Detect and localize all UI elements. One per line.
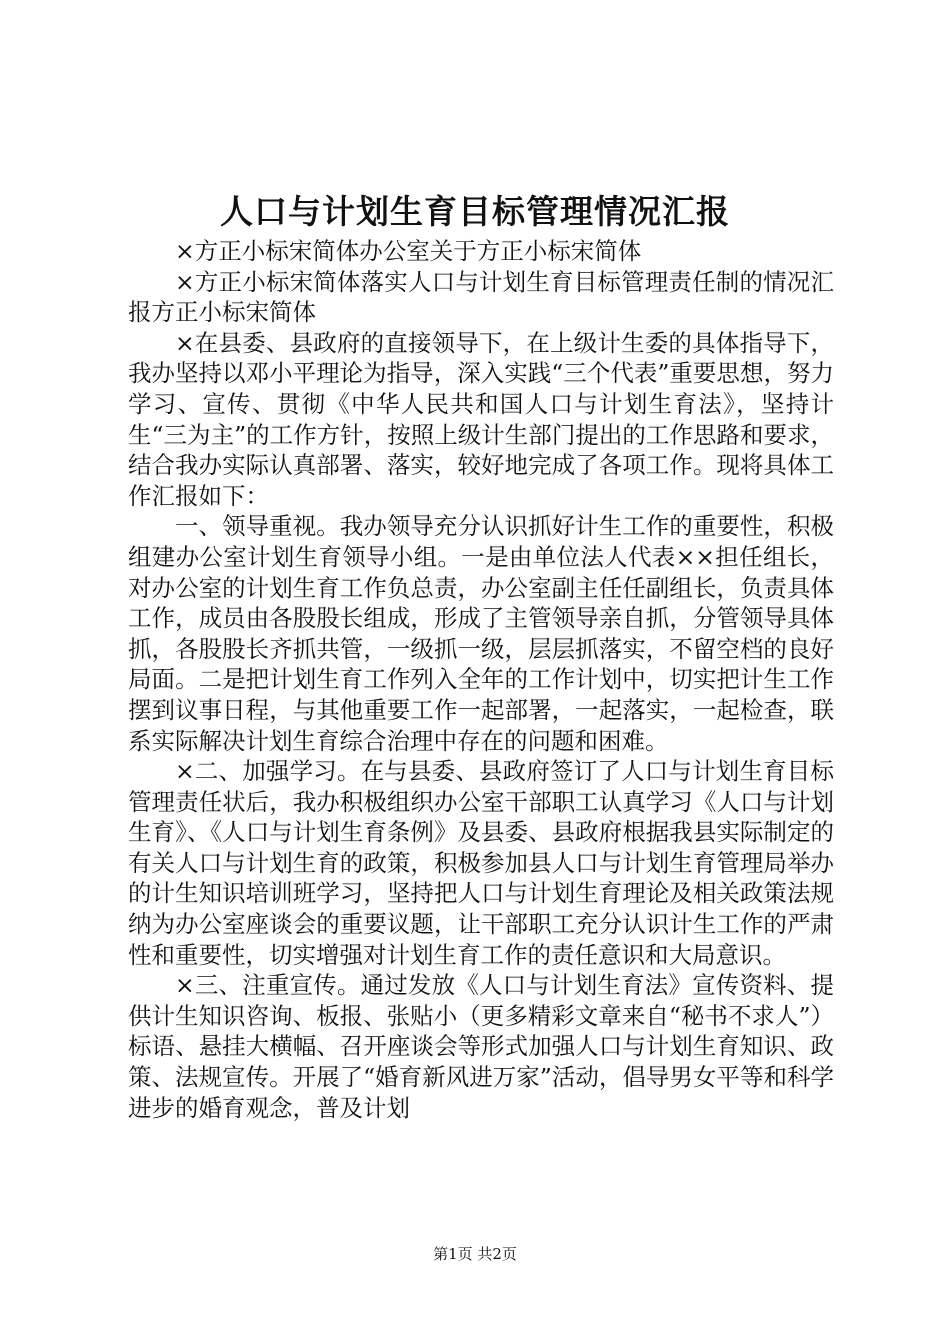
- paragraph-2: ×方正小标宋简体落实人口与计划生育目标管理责任制的情况汇报方正小标宋简体: [128, 267, 834, 327]
- paragraph-5: ×二、加强学习。在与县委、县政府签订了人口与计划生育目标管理责任状后，我办积极组织办公室干部职工认真学习《人口与计划生育》、《人口与计划生育条例》及县委、县政府根据我县实际制定的有关人口与计划生育的政策，积极参加县人口与计划生育管理局举办的计生知识培训班学习，坚持把人口与计划生育理论及相关政策法规纳为办公室座谈会的重要议题，让干部职工充分认识计生工作的严肃性和重要性，切实增强对计划生育工作的责任意识和大局意识。: [128, 757, 834, 969]
- document-title: 人口与计划生育目标管理情况汇报: [220, 192, 730, 231]
- page-number-footer: 第1页 共2页: [433, 1245, 517, 1263]
- paragraph-4: 一、领导重视。我办领导充分认识抓好计生工作的重要性，积极组建办公室计划生育领导小组。一是由单位法人代表××担任组长，对办公室的计划生育工作负总责，办公室副主任任副组长，负责具体工作，成员由各股股长组成，形成了主管领导亲自抓，分管领导具体抓，各股股长齐抓共管，一级抓一级，层层抓落实，不留空档的良好局面。二是把计划生育工作列入全年的工作计划中，切实把计生工作摆到议事日程，与其他重要工作一起部署，一起落实，一起检查，联系实际解决计划生育综合治理中存在的问题和困难。: [128, 512, 834, 755]
- paragraph-3: ×在县委、县政府的直接领导下，在上级计生委的具体指导下，我办坚持以邓小平理论为指导，深入实践“三个代表”重要思想，努力学习、宣传、贯彻《中华人民共和国人口与计划生育法》，坚持计生“三为主”的工作方针，按照上级计生部门提出的工作思路和要求，结合我办实际认真部署、落实，较好地完成了各项工作。现将具体工作汇报如下：: [128, 328, 834, 510]
- paragraph-6: ×三、注重宣传。通过发放《人口与计划生育法》宣传资料、提供计生知识咨询、板报、张贴小（更多精彩文章来自“秘书不求人”）标语、悬挂大横幅、召开座谈会等形式加强人口与计划生育知识、政策、法规宣传。开展了“婚育新风进万家”活动，倡导男女平等和科学进步的婚育观念，普及计划: [128, 971, 834, 1122]
- paragraph-1: ×方正小标宋简体办公室关于方正小标宋简体: [175, 237, 642, 265]
- document-body: [128, 236, 834, 1123]
